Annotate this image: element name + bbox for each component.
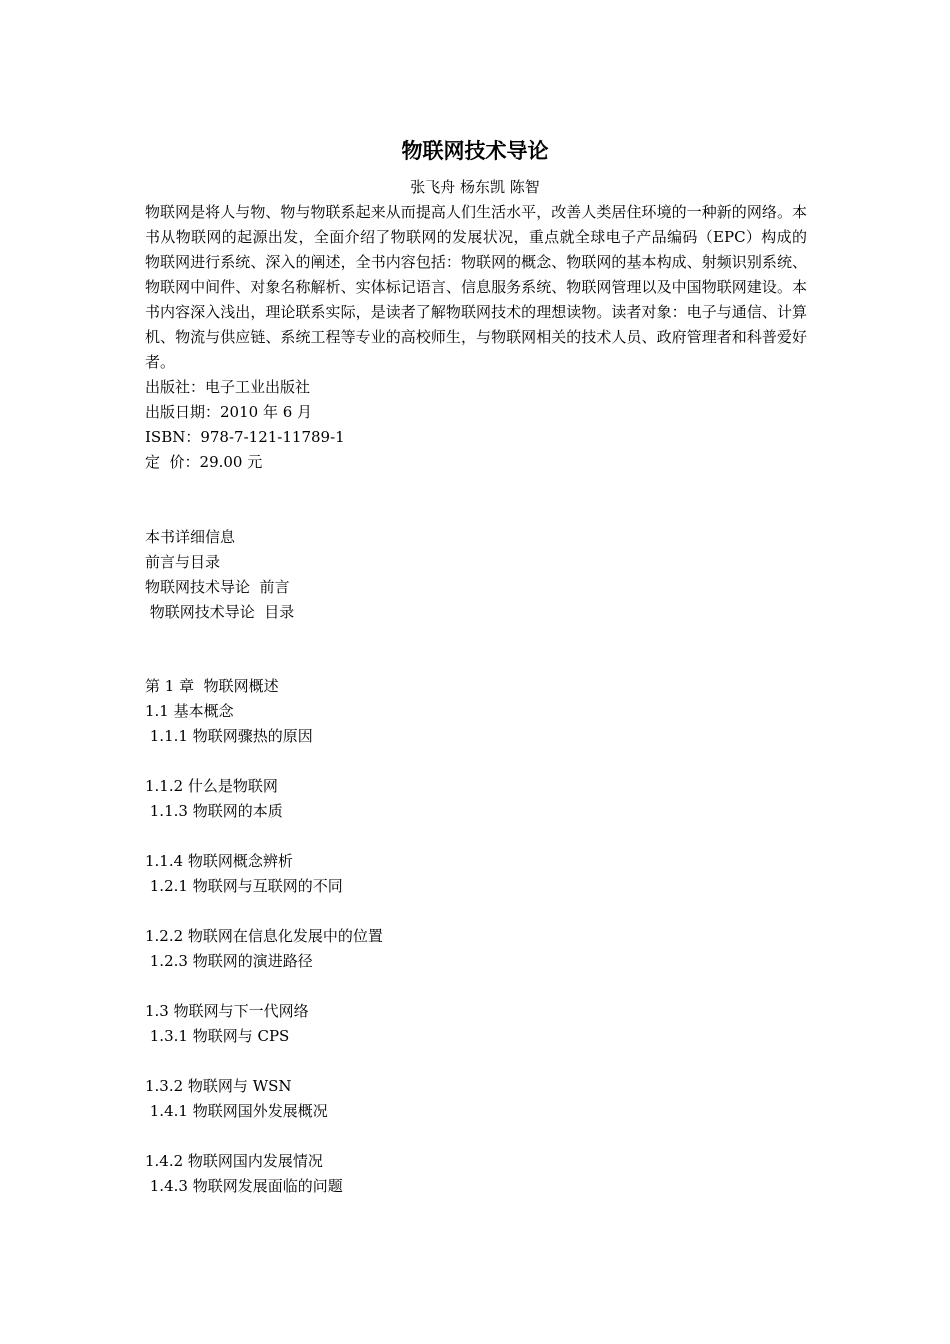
book-authors: 张飞舟 杨东凯 陈智 xyxy=(410,178,540,196)
toc-entry: 1.4.1 物联网国外发展概况 xyxy=(145,1102,328,1120)
publish-date-line: 出版日期：2010 年 6 月 xyxy=(145,403,313,421)
toc-link[interactable]: 物联网技术导论 目录 xyxy=(145,603,295,621)
isbn-line: ISBN：978-7-121-11789-1 xyxy=(145,428,345,446)
toc-entry: 1.2.3 物联网的演进路径 xyxy=(145,952,313,970)
preface-link[interactable]: 物联网技术导论 前言 xyxy=(145,578,290,596)
toc-entry: 1.1.1 物联网骤热的原因 xyxy=(145,727,313,745)
toc-entry: 1.2.2 物联网在信息化发展中的位置 xyxy=(145,927,383,945)
price-line: 定 价：29.00 元 xyxy=(145,453,263,471)
toc-chapter-1: 第 1 章 物联网概述 xyxy=(145,677,279,695)
toc-entry: 1.4.2 物联网国内发展情况 xyxy=(145,1152,323,1170)
toc-entry: 1.1.4 物联网概念辨析 xyxy=(145,852,293,870)
preface-toc-link[interactable]: 前言与目录 xyxy=(145,553,221,571)
book-title: 物联网技术导论 xyxy=(401,138,549,163)
toc-entry: 1.2.1 物联网与互联网的不同 xyxy=(145,877,343,895)
toc-entry: 1.3 物联网与下一代网络 xyxy=(145,1002,309,1020)
toc-entry: 1.4.3 物联网发展面临的问题 xyxy=(145,1177,343,1195)
toc-entry: 1.1.2 什么是物联网 xyxy=(145,777,278,795)
toc-entry: 1.1.3 物联网的本质 xyxy=(145,802,283,820)
book-details-link[interactable]: 本书详细信息 xyxy=(145,528,236,546)
toc-entry: 1.1 基本概念 xyxy=(145,702,234,720)
publisher-line: 出版社：电子工业出版社 xyxy=(145,378,311,396)
toc-entry: 1.3.1 物联网与 CPS xyxy=(145,1027,290,1045)
book-abstract: 物联网是将人与物、物与物联系起来从而提高人们生活水平，改善人类居住环境的一种新的网络。本书从物联网的起源出发，全面介绍了物联网的发展状况，重点就全球电子产品编码（EPC）构成的物联网进行系统、深入的阐述，全书内容包括：物联网的概念、物联网的基本构成、射频识别系统、物联网中间件、对象名称解析、实体标记语言、信息服务系统、物联网管理以及中国物联网建设。本书内容深入浅出，理论联系实际，是读者了解物联网技术的理想读物。读者对象：电子与通信、计算机、物流与供应链、系统工程等专业的高校师生，与物联网相关的技术人员、政府管理者和科普爱好者。 xyxy=(145,203,807,371)
toc-entry: 1.3.2 物联网与 WSN xyxy=(145,1077,292,1095)
